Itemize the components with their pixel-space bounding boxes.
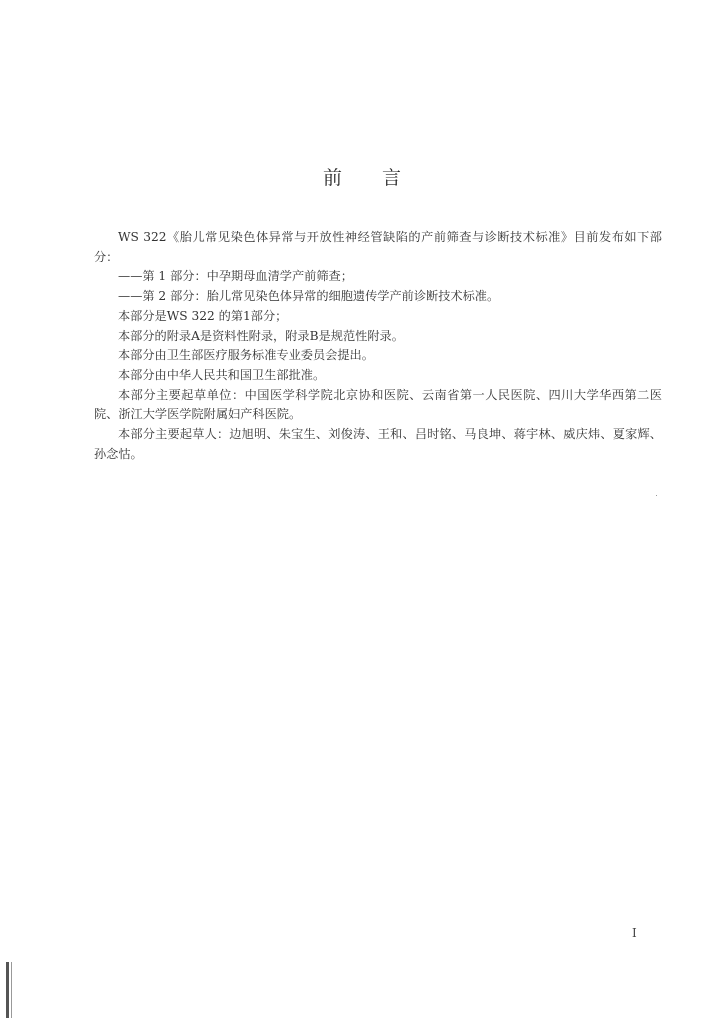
paragraph-drafting-units: 本部分主要起草单位：中国医学科学院北京协和医院、云南省第一人民医院、四川大学华西第二医院、浙江大学医学院附属妇产科医院。 [94,387,662,422]
paragraph-part-of: 本部分是WS 322 的第1部分； [118,308,288,323]
paragraph-part1: ——第 1 部分：中孕期母血清学产前筛查； [118,269,353,284]
paragraph-drafters: 本部分主要起草人：边旭明、朱宝生、刘俊涛、王和、吕时铭、马良坤、蒋宇林、威庆炜、夏家辉、孙念怙。 [94,427,662,461]
paragraph-intro: WS 322《胎儿常见染色体异常与开放性神经管缺陷的产前筛查与诊断技术标准》目前发布如下部分： [94,230,662,264]
title-char-1: 前 [322,167,342,189]
scan-speck [656,495,657,496]
title-char-2: 言 [382,167,402,189]
preface-body [94,228,662,464]
paragraph-approved: 本部分由中华人民共和国卫生部批准。 [118,367,326,382]
page-number: I [632,926,637,940]
paragraph-part2: ——第 2 部分：胎儿常见染色体异常的细胞遗传学产前诊断技术标准。 [118,289,500,304]
paragraph-appendix: 本部分的附录A是资料性附录，附录B是规范性附录。 [118,328,404,343]
binding-edge [6,962,9,1018]
page-title [0,163,724,190]
binding-edge-shadow [11,962,12,1018]
paragraph-proposed: 本部分由卫生部医疗服务标准专业委员会提出。 [118,348,374,363]
